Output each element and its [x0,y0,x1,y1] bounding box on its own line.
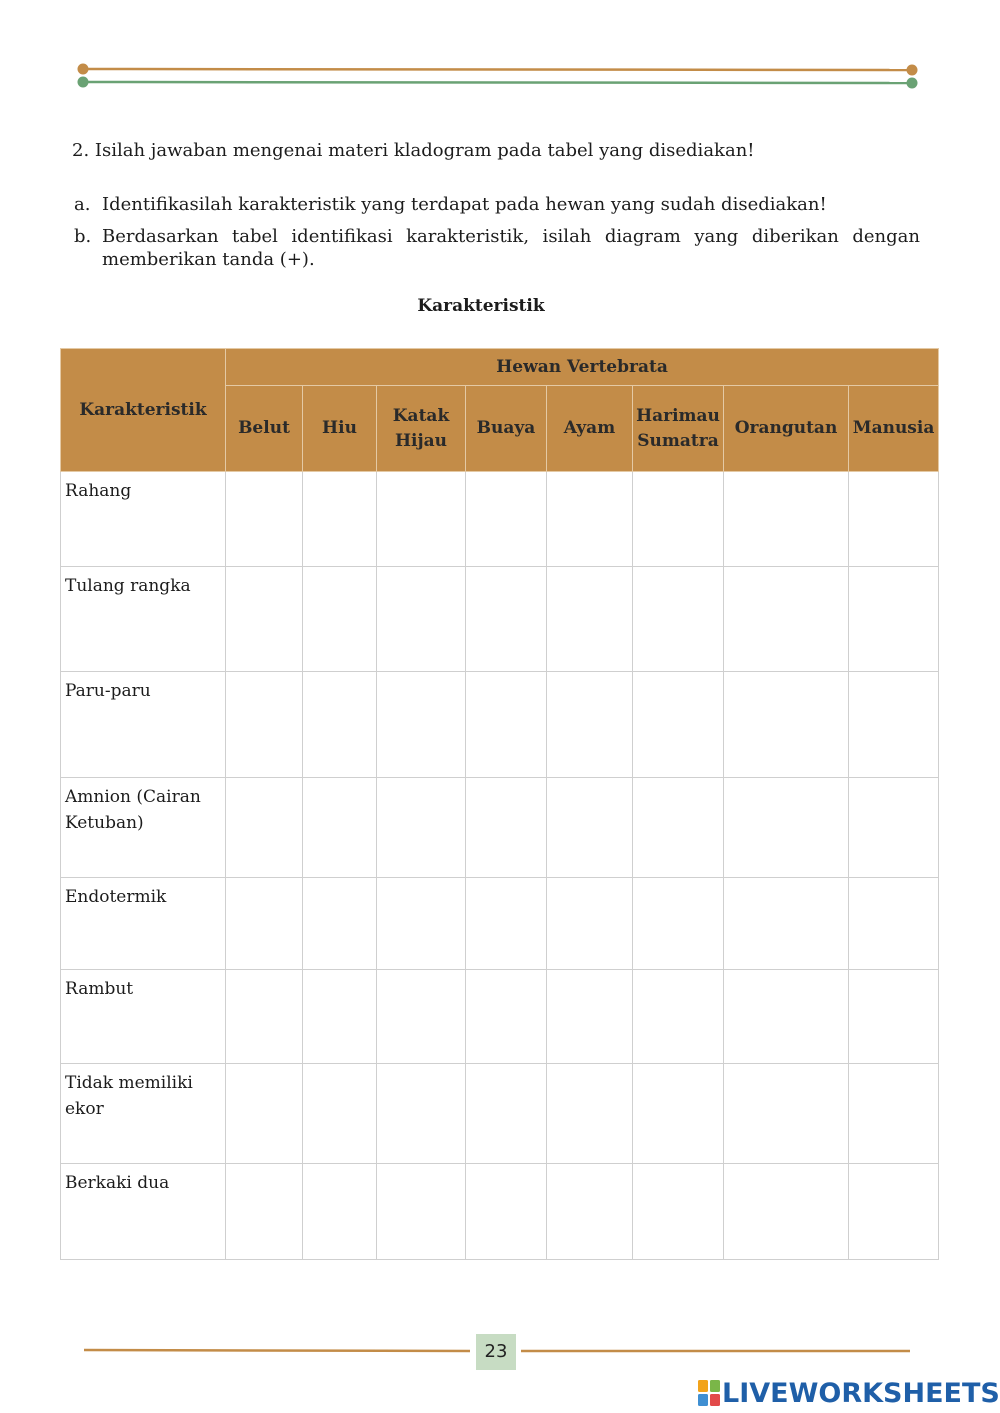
answer-cell[interactable] [849,970,939,1064]
row-header: Karakteristik [61,349,226,472]
characteristic-label: Rambut [61,970,226,1064]
answer-cell[interactable] [724,878,849,970]
animal-header: Belut [226,386,303,472]
table-row [61,672,939,778]
liveworksheets-logo-icon [698,1380,720,1406]
answer-cell[interactable] [547,672,633,778]
table-row [61,472,939,567]
answer-cell[interactable] [226,970,303,1064]
answer-cell[interactable] [466,878,547,970]
answer-cell[interactable] [547,1064,633,1164]
answer-cell[interactable] [633,1064,724,1164]
answer-cell[interactable] [849,1064,939,1164]
answer-cell[interactable] [547,567,633,672]
table-row [61,778,939,878]
animal-header: Harimau Sumatra [633,386,724,472]
instruction-marker: a. [74,194,91,215]
characteristic-label: Berkaki dua [61,1164,226,1260]
answer-cell[interactable] [226,778,303,878]
table-row [61,1064,939,1164]
answer-cell[interactable] [226,1164,303,1260]
instruction-text: Identifikasilah karakteristik yang terdapat pada hewan yang sudah disediakan! [102,194,827,215]
instruction-text: Berdasarkan tabel identifikasi karakteristik, isilah diagram yang diberikan dengan memberikan tanda (+). [102,226,920,270]
header-decoration [0,0,1000,100]
answer-cell[interactable] [633,1164,724,1260]
answer-cell[interactable] [466,1164,547,1260]
answer-cell[interactable] [724,1164,849,1260]
answer-cell[interactable] [226,1064,303,1164]
instruction-b [74,225,920,273]
answer-cell[interactable] [303,567,377,672]
answer-cell[interactable] [303,778,377,878]
animal-header: Hiu [303,386,377,472]
answer-cell[interactable] [303,1064,377,1164]
answer-cell[interactable] [633,878,724,970]
answer-cell[interactable] [466,778,547,878]
answer-cell[interactable] [303,970,377,1064]
characteristics-table [60,348,939,1260]
answer-cell[interactable] [377,1064,466,1164]
answer-cell[interactable] [226,878,303,970]
answer-cell[interactable] [377,778,466,878]
answer-cell[interactable] [724,567,849,672]
answer-cell[interactable] [724,778,849,878]
answer-cell[interactable] [724,970,849,1064]
answer-cell[interactable] [547,970,633,1064]
answer-cell[interactable] [849,567,939,672]
answer-cell[interactable] [466,472,547,567]
answer-cell[interactable] [303,672,377,778]
characteristic-label: Paru-paru [61,672,226,778]
characteristic-label: Tulang rangka [61,567,226,672]
answer-cell[interactable] [633,778,724,878]
answer-cell[interactable] [724,472,849,567]
answer-cell[interactable] [724,1064,849,1164]
characteristic-label: Rahang [61,472,226,567]
answer-cell[interactable] [303,472,377,567]
answer-cell[interactable] [466,567,547,672]
answer-cell[interactable] [226,672,303,778]
answer-cell[interactable] [633,970,724,1064]
answer-cell[interactable] [226,472,303,567]
answer-cell[interactable] [547,878,633,970]
answer-cell[interactable] [633,672,724,778]
brand-name: LIVEWORKSHEETS [722,1377,1000,1409]
answer-cell[interactable] [849,878,939,970]
group-header: Hewan Vertebrata [226,349,939,386]
answer-cell[interactable] [377,878,466,970]
animal-header: Orangutan [724,386,849,472]
answer-cell[interactable] [377,672,466,778]
answer-cell[interactable] [724,672,849,778]
answer-cell[interactable] [633,472,724,567]
animal-header: Manusia [849,386,939,472]
table-row [61,567,939,672]
answer-cell[interactable] [377,1164,466,1260]
table-caption: Karakteristik [417,296,545,316]
answer-cell[interactable] [226,567,303,672]
table-row [61,970,939,1064]
answer-cell[interactable] [633,567,724,672]
answer-cell[interactable] [466,1064,547,1164]
answer-cell[interactable] [466,672,547,778]
answer-cell[interactable] [849,472,939,567]
page-number: 23 [476,1334,516,1370]
instruction-a [74,193,920,217]
answer-cell[interactable] [849,1164,939,1260]
characteristic-label: Tidak memiliki ekor [61,1064,226,1164]
question-text: 2. Isilah jawaban mengenai materi kladogram pada tabel yang disediakan! [72,140,755,161]
liveworksheets-brand[interactable] [698,1377,1000,1409]
answer-cell[interactable] [849,778,939,878]
answer-cell[interactable] [849,672,939,778]
answer-cell[interactable] [547,472,633,567]
animal-header: Ayam [547,386,633,472]
table-row [61,878,939,970]
instruction-marker: b. [74,226,92,247]
answer-cell[interactable] [303,878,377,970]
answer-cell[interactable] [377,567,466,672]
animal-header: Katak Hijau [377,386,466,472]
answer-cell[interactable] [377,472,466,567]
table-row [61,1164,939,1260]
answer-cell[interactable] [466,970,547,1064]
answer-cell[interactable] [547,778,633,878]
answer-cell[interactable] [547,1164,633,1260]
characteristic-label: Endotermik [61,878,226,970]
answer-cell[interactable] [303,1164,377,1260]
answer-cell[interactable] [377,970,466,1064]
animal-header: Buaya [466,386,547,472]
characteristic-label: Amnion (Cairan Ketuban) [61,778,226,878]
